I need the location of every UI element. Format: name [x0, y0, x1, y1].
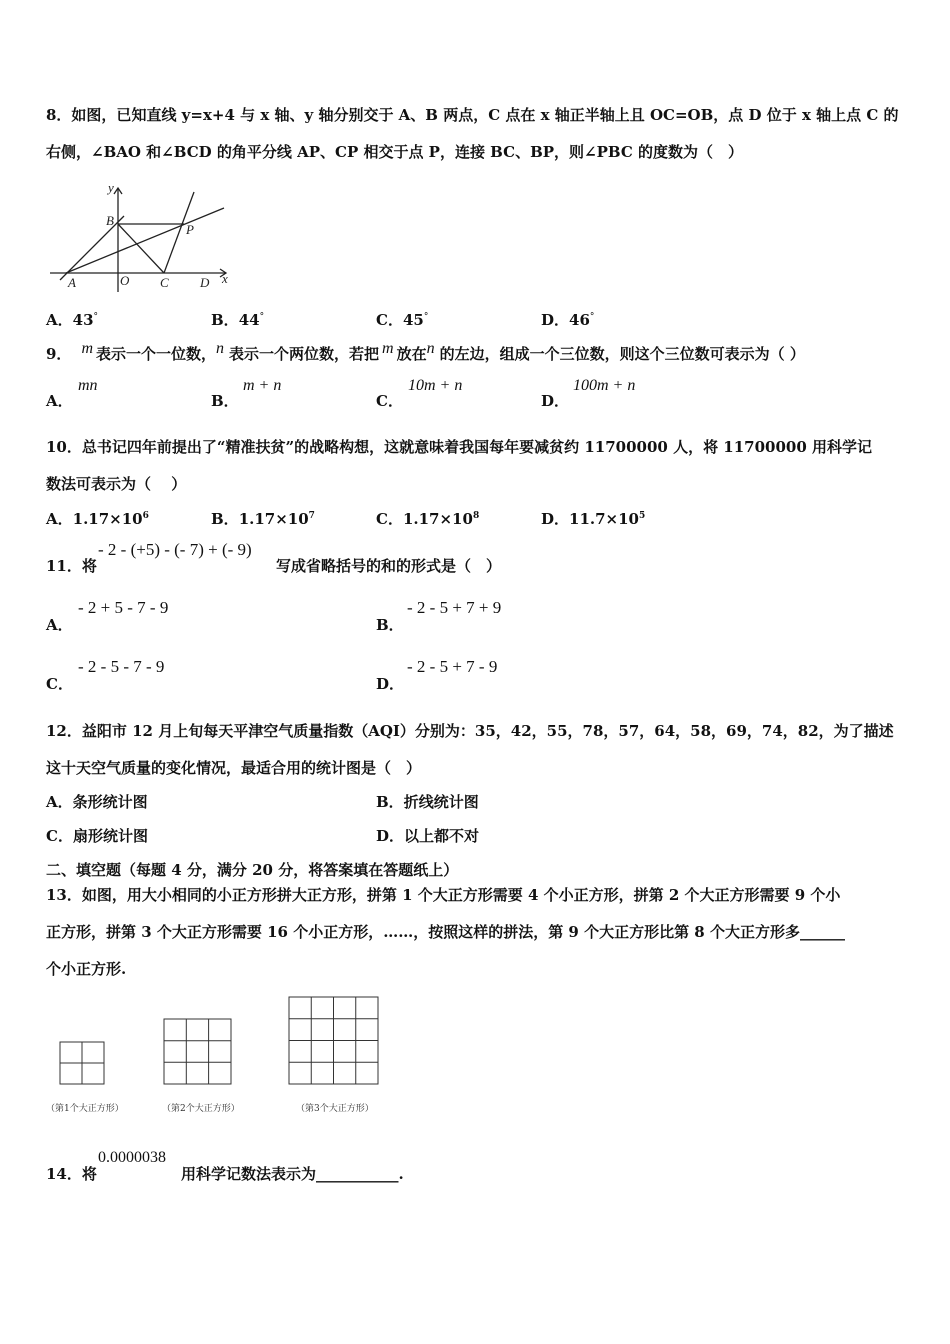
fig-label-a: A — [68, 275, 76, 290]
q12-option-a[interactable]: A．条形统计图 — [46, 793, 148, 811]
q11-option-c-letter[interactable]: C． — [46, 675, 73, 693]
q9-option-a-expr: mn — [78, 377, 98, 394]
q9-option-d-expr: 100m + n — [573, 377, 636, 394]
q9-option-c-expr: 10m + n — [408, 377, 463, 394]
q10-option-d[interactable]: D．$11.7\times 10^5$ — [541, 510, 646, 528]
q10-line2: 数法可表示为（ ） — [46, 475, 187, 493]
line-ab — [60, 216, 124, 280]
q10-option-a[interactable]: A．$1.17\times 10^6$ — [46, 510, 149, 528]
q10-line1: 10．总书记四年前提出了“精准扶贫”的战略构想，这就意味着我国每年要减贫约 11700000 人，将 11700000 用科学记 — [46, 438, 873, 456]
line-ap — [66, 208, 224, 273]
fig-label-y: y — [108, 180, 114, 195]
q11-option-b-letter[interactable]: B． — [376, 616, 404, 634]
fig-label-x: x — [222, 271, 228, 286]
section-heading: 二、填空题（每题 4 分，满分 20 分，将答案填在答题纸上） — [46, 861, 459, 879]
q9-option-c-letter[interactable]: C． — [376, 392, 403, 410]
q8-option-a[interactable]: A．43° — [46, 311, 99, 329]
q13-line1: 13．如图，用大小相同的小正方形拼大正方形，拼第 1 个大正方形需要 4 个小正方形，拼第 2 个大正方形需要 9 个小 — [46, 886, 841, 904]
fig-label-o: O — [120, 273, 130, 288]
q11-num: 11．将 — [46, 557, 97, 575]
q10-option-c[interactable]: C．$1.17\times 10^8$ — [376, 510, 480, 528]
q10-option-b[interactable]: B．$1.17\times 10^7$ — [211, 510, 315, 528]
q11-option-d-expr: - 2 - 5 + 7 - 9 — [407, 657, 498, 676]
q13-line2: 正方形，拼第 3 个大正方形需要 16 个小正方形，……，按照这样的拼法，第 9 个大正方形比第 8 个大正方形多______ — [46, 923, 845, 941]
q11-expr: - 2 - (+5) - (- 7) + (- 9) — [98, 540, 252, 559]
q14-tail: 用科学记数法表示为___________. — [181, 1165, 404, 1183]
q11-tail: 写成省略括号的和的形式是（ ） — [276, 557, 502, 575]
q9-option-b-letter[interactable]: B． — [211, 392, 239, 410]
q8-option-c[interactable]: C．45° — [376, 311, 429, 329]
fig-label-b: B — [106, 213, 114, 228]
q9-option-d-letter[interactable]: D． — [541, 392, 570, 410]
q12-option-b[interactable]: B．折线统计图 — [376, 793, 479, 811]
q13-caption-1: （第1个大正方形） — [46, 1104, 124, 1114]
fig-label-p: P — [186, 222, 194, 237]
q12-line1: 12．益阳市 12 月上旬每天平津空气质量指数（AQI）分别为：35，42，55，78，57，64，58，69，74，82，为了描述 — [46, 722, 894, 740]
q9-option-a-letter[interactable]: A． — [46, 392, 73, 410]
q12-option-c[interactable]: C．扇形统计图 — [46, 827, 148, 845]
fig-label-c: C — [160, 275, 169, 290]
q13-square-figures — [58, 996, 382, 1086]
q11-option-b-expr: - 2 - 5 + 7 + 9 — [407, 598, 502, 617]
q9-option-b-expr: m + n — [243, 377, 282, 394]
q13-line3: 个小正方形. — [46, 960, 127, 978]
q8-option-d[interactable]: D．46° — [541, 311, 595, 329]
q8-figure — [44, 180, 234, 295]
q11-option-a-expr: - 2 + 5 - 7 - 9 — [78, 598, 169, 617]
q13-caption-2: （第2个大正方形） — [162, 1104, 240, 1114]
q8-line1: 8．如图，已知直线 y=x+4 与 x 轴、y 轴分别交于 A、B 两点，C 点在 x 轴正半轴上且 OC=OB，点 D 位于 x 轴上点 C 的 — [46, 106, 899, 124]
q11-option-c-expr: - 2 - 5 - 7 - 9 — [78, 657, 165, 676]
q11-option-d-letter[interactable]: D． — [376, 675, 405, 693]
q11-option-a-letter[interactable]: A． — [46, 616, 73, 634]
q14-num: 14．将 — [46, 1165, 97, 1183]
q9-stem: 9． m 表示一个一位数，n 表示一个两位数，若把 m 放在n 的左边，组成一个三位数，则这个三位数可表示为（ ） — [46, 340, 805, 363]
q12-line2: 这十天空气质量的变化情况，最适合用的统计图是（ ） — [46, 759, 422, 777]
q14-value: 0.0000038 — [98, 1149, 166, 1166]
fig-label-d: D — [200, 275, 210, 290]
q8-line2: 右侧，∠BAO 和∠BCD 的角平分线 AP、CP 相交于点 P，连接 BC、BP，则∠PBC 的度数为（ ） — [46, 143, 743, 161]
square-2 — [164, 1019, 231, 1084]
q8-option-b[interactable]: B．44° — [211, 311, 265, 329]
q13-caption-3: （第3个大正方形） — [296, 1104, 374, 1114]
q12-option-d[interactable]: D．以上都不对 — [376, 827, 480, 845]
